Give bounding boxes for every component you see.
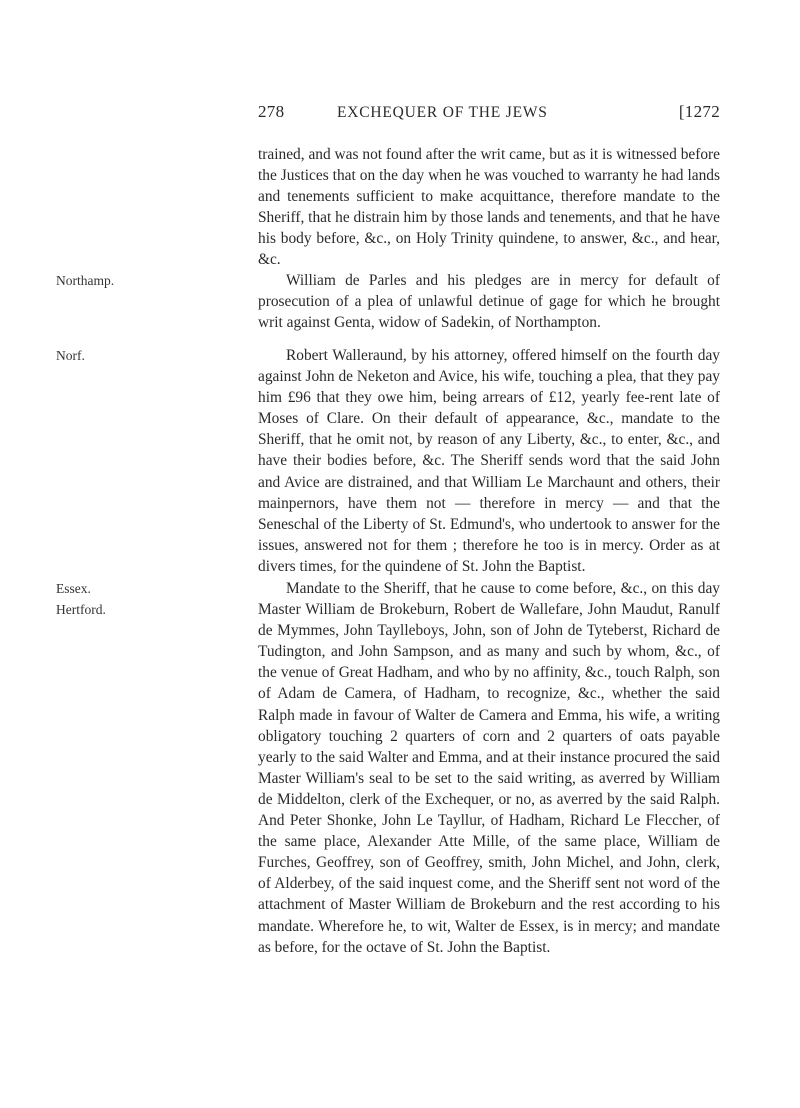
running-header: [258, 102, 720, 132]
entry-text: Mandate to the Sheriff, that he cause to come before, &c., on this day Master William de Brokeburn, Robert de Wallefare, John Maudut, Ranulf de Mymmes, John Taylleboys, John, son of John de Tyteberst, Richard de Tudington, and John Sampson, and as many and such by whom, &c., of the venue of Great Hadham, and who by no affinity, &c., touch Ralph, son of Adam de Camera, of Hadham, to recognize, &c., whether the said Ralph made in favour of Walter de Camera and Emma, his wife, a writing obligatory touching 2 quarters of corn and 2 quarters of oats payable yearly to the said Walter and Emma, and at their instance procured the said Master William's seal to be set to the said writing, as averred by William de Middelton, clerk of the Exchequer, or no, as averred by the said Ralph. And Peter Shonke, John Le Tayllur, of Hadham, Richard Le Fleccher, of the same place, Alexander Atte Mille, of the same place, William de Furches, Geoffrey, son of Geoffrey, smith, John Michel, and John, clerk, of Alderbey, of the said inquest come, and the Sheriff sent not word of the attachment of Master William de Brokeburn and the rest according to his mandate. Wherefore he, to wit, Walter de Essex, is in mercy; and mandate as before, for the octave of St. John the Baptist.: [258, 580, 720, 956]
entry-text: trained, and was not found after the writ came, but as it is witnessed before the Justices that on the day when he was vouched to warranty he had lands and tenements sufficient to make acquittance, therefore mandate to the Sheriff, that he distrain him by those lands and tenements, and that he have his body before, &c., on Holy Trinity quindene, to answer, &c., and hear, &c.: [258, 146, 720, 269]
running-title: EXCHEQUER OF THE JEWS: [337, 104, 548, 121]
entry-norf: [258, 345, 720, 577]
year-marker: [1272: [678, 102, 720, 121]
entry-continuation: [258, 144, 720, 271]
entry-essex-hertford: [258, 578, 720, 958]
margin-note-norf: Norf.: [56, 348, 85, 363]
entry-northamp: [258, 270, 720, 333]
page-number: 278: [258, 102, 285, 121]
entry-text: Robert Walleraund, by his attorney, offered himself on the fourth day against John de Neketon and Avice, his wife, touching a plea, that they pay him £96 that they owe him, being arrears of £12, yearly fee-rent late of Moses of Clare. On their default of appearance, &c., mandate to the Sheriff, that he omit not, by reason of any Liberty, &c., to enter, &c., and have their bodies before, &c. The Sheriff sends word that the said John and Avice are distrained, and that William Le Marchaunt and others, their mainpernors, have them not — therefore in mercy — and that the Seneschal of the Liberty of St. Edmund's, who undertook to answer for the issues, answered not for them ; therefore he too is in mercy. Order as at divers times, for the quindene of St. John the Baptist.: [258, 347, 720, 575]
margin-note-essex: Essex.: [56, 581, 91, 596]
margin-note-northamp: Northamp.: [56, 273, 115, 288]
margin-note-hertford: Hertford.: [56, 602, 106, 617]
entry-text: William de Parles and his pledges are in mercy for default of prosecution of a plea of unlawful detinue of gage for which he brought writ against Genta, widow of Sadekin, of Northampton.: [258, 272, 720, 332]
